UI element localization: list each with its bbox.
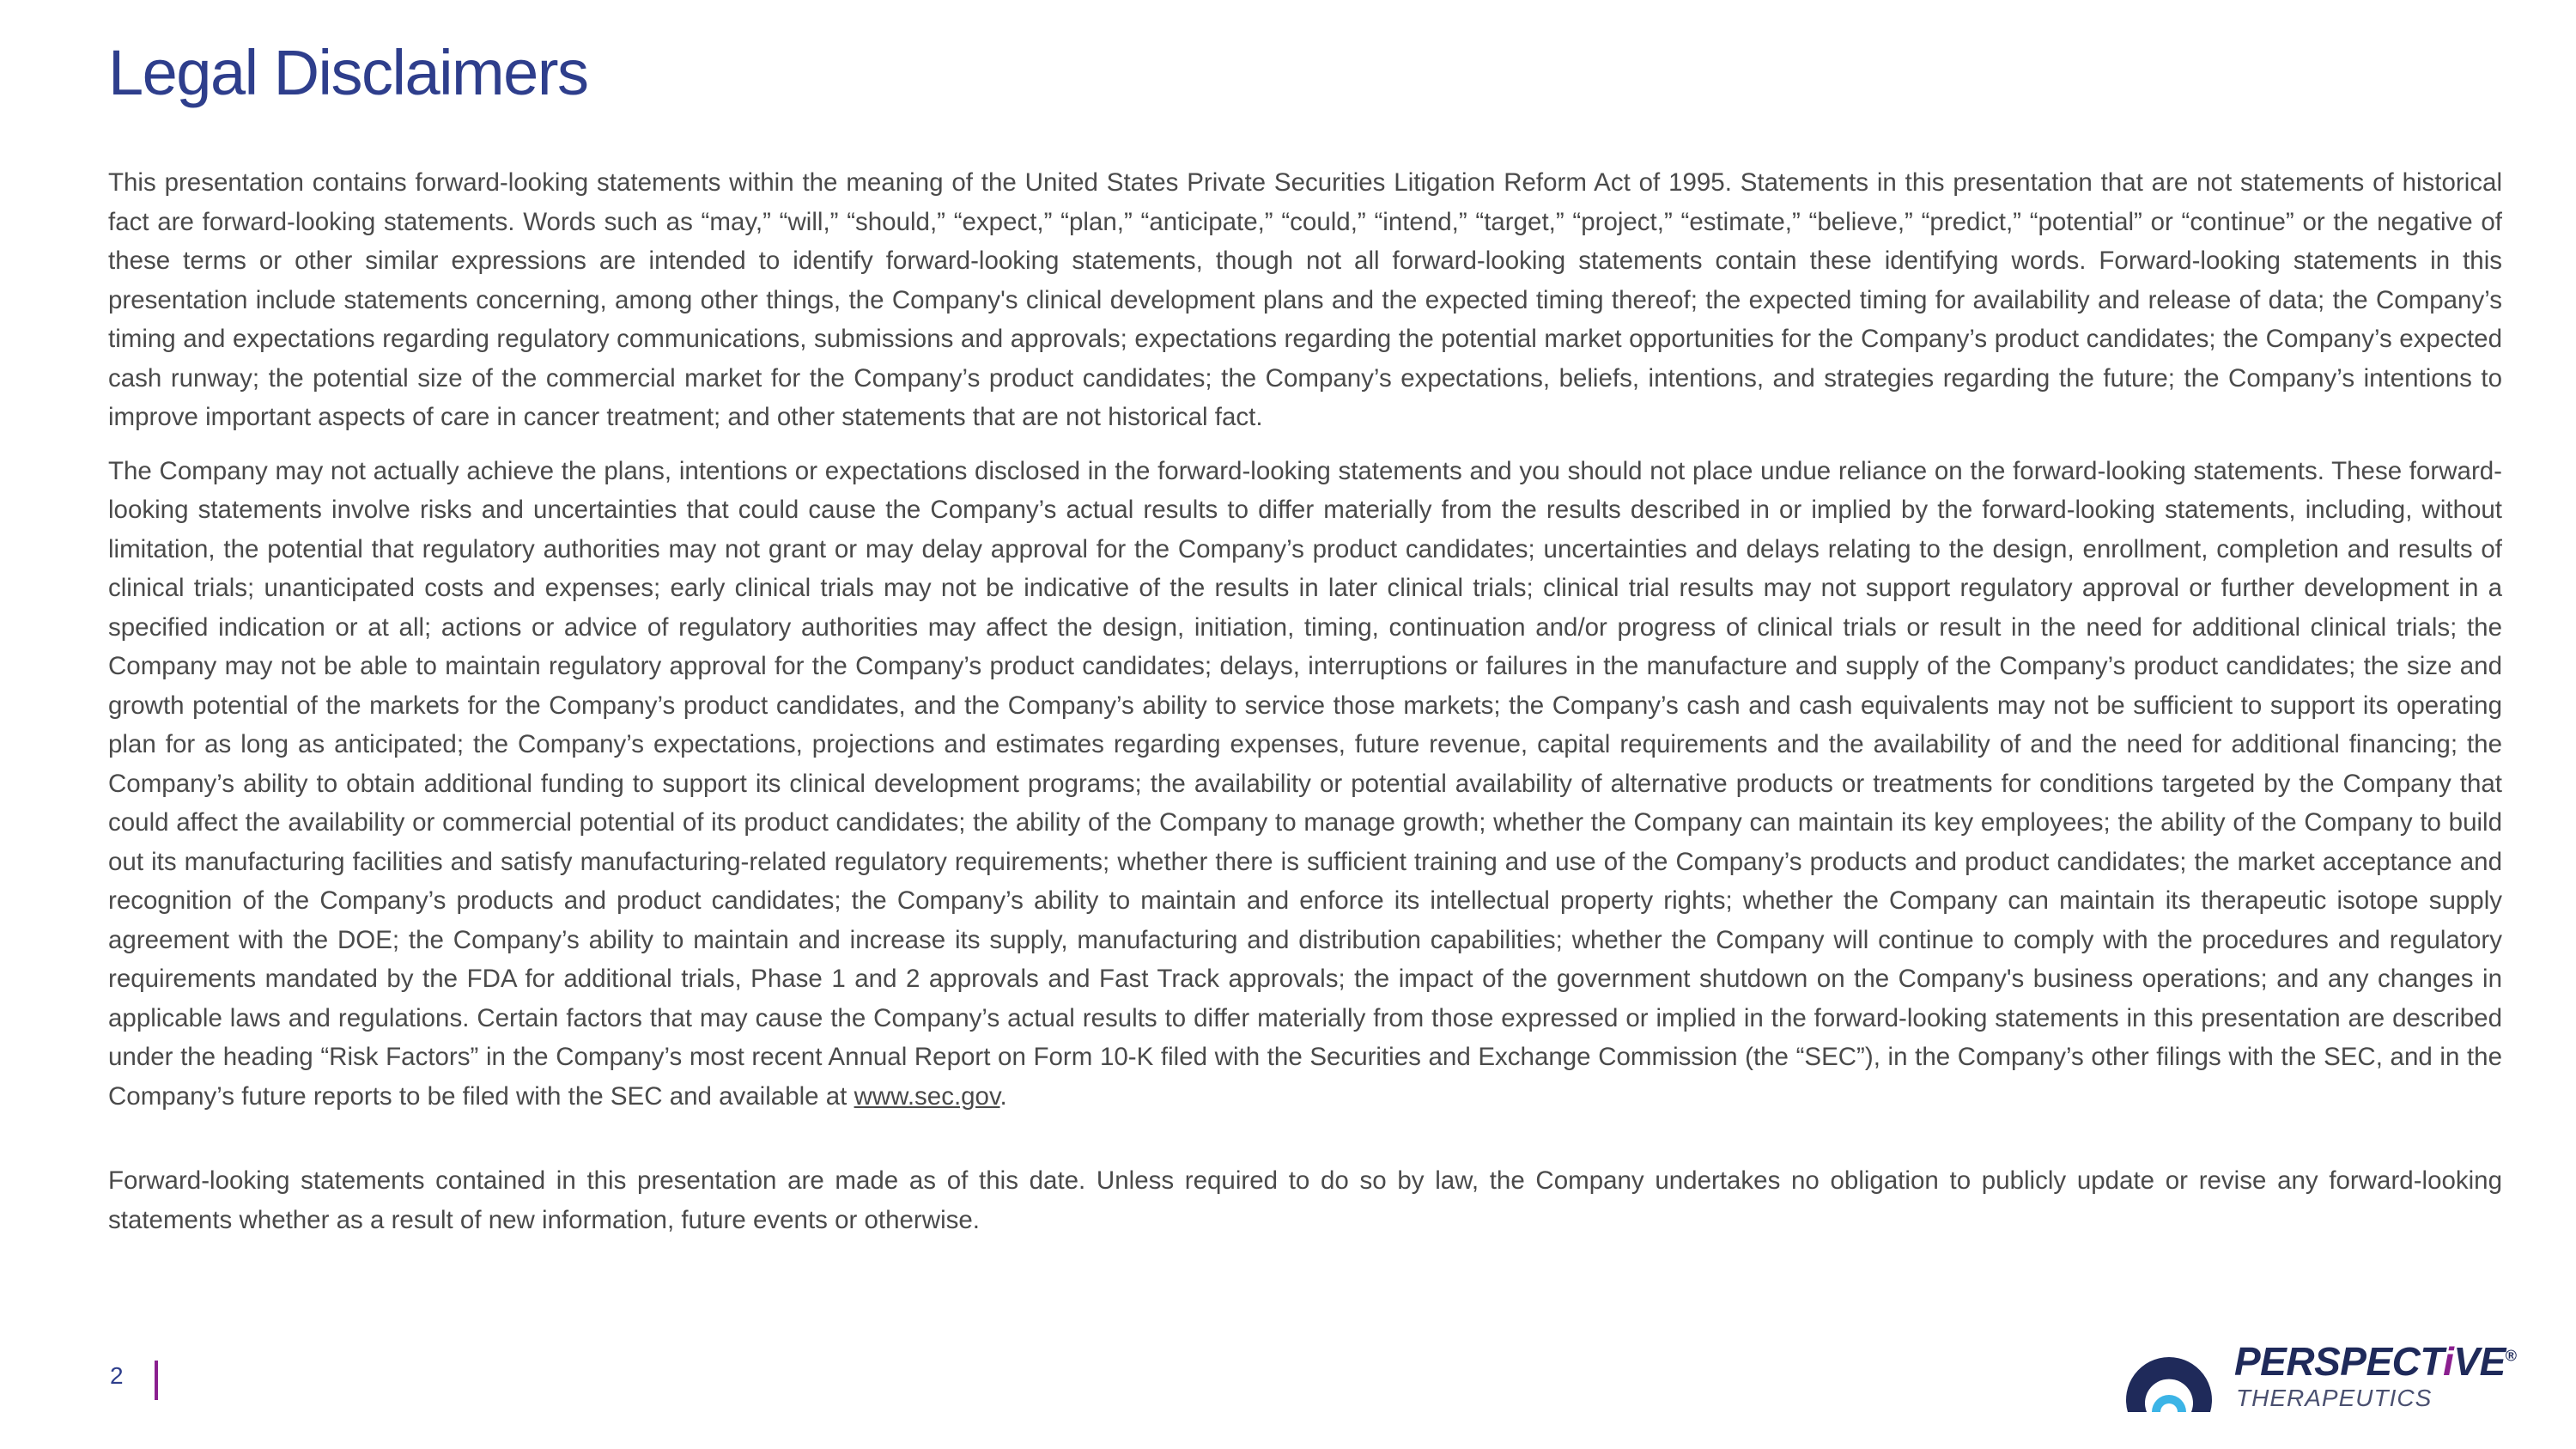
disclaimer-paragraph-3: Forward-looking statements contained in this presentation are made as of this date. Unless required to do so by law, the Company undertakes no obligation to publicly update or revise any forward-looking statements whether as a result of new information, future events or otherwise. xyxy=(108,1166,2502,1234)
logo-wordmark xyxy=(2234,1338,2517,1385)
logo-registered-mark: ® xyxy=(2505,1347,2517,1365)
disclaimer-paragraph-1: This presentation contains forward-looking statements within the meaning of the United States Private Securities Litigation Reform Act of 1995. Statements in this presentation that are not statements of historical fact are forward-looking statements. Words such as “may,” “will,” “should,” “expect,” “plan,” “anticipate,” “could,” “intend,” “target,” “project,” “estimate,” “believe,” “predict,” “potential” or “continue” or the negative of these terms or other similar expressions are intended to identify forward-looking statements, though not all forward-looking statements contain these identifying words. Forward-looking statements in this presentation include statements concerning, among other things, the Company's clinical development plans and the expected timing thereof; the expected timing for availability and release of data; the Company’s timing and expectations regarding regulatory communications, submissions and approvals; expectations regarding the potential market opportunities for the Company’s product candidates; the Company’s expected cash runway; the potential size of the commercial market for the Company’s product candidates; the Company’s expectations, beliefs, intentions, and strategies regarding the future; the Company’s intentions to improve important aspects of care in cancer treatment; and other statements that are not historical fact. xyxy=(108,168,2502,431)
sec-gov-link[interactable]: www.sec.gov xyxy=(854,1081,1000,1111)
logo-wordmark-accent: i xyxy=(2443,1339,2454,1384)
perspective-arc-logo-icon xyxy=(2121,1330,2217,1416)
logo-wordmark-main: PERSPECT xyxy=(2234,1339,2444,1384)
logo-wordmark-tail: VE xyxy=(2453,1339,2506,1384)
logo-subtitle: THERAPEUTICS xyxy=(2236,1385,2433,1411)
page-number-divider xyxy=(155,1361,158,1400)
page-title: Legal Disclaimers xyxy=(108,37,588,108)
disclaimer-paragraph-2-text: The Company may not actually achieve the plans, intentions or expectations disclosed in the forward-looking statements and you should not place undue reliance on the forward-looking statements. These forward-looking statements involve risks and uncertainties that could cause the Company’s actual results to differ materially from the results described in or implied by the forward-looking statements, including, without limitation, the potential that regulatory authorities may not grant or may delay approval for the Company’s product candidates; uncertainties and delays relating to the design, enrollment, completion and results of clinical trials; unanticipated costs and expenses; early clinical trials may not be indicative of the results in later clinical trials; clinical trial results may not support regulatory approval or further development in a specified indication or at all; actions or advice of regulatory authorities may affect the design, initiation, timing, continuation and/or progress of clinical trials or result in the need for additional clinical trials; the Company may not be able to maintain regulatory approval for the Company’s product candidates; delays, interruptions or failures in the manufacture and supply of the Company’s product candidates; the size and growth potential of the markets for the Company’s product candidates, and the Company’s ability to service those markets; the Company’s cash and cash equivalents may not be sufficient to support its operating plan for as long as anticipated; the Company’s expectations, projections and estimates regarding expenses, future revenue, capital requirements and the availability of and the need for additional financing; the Company’s ability to obtain additional funding to support its clinical development programs; the availability or potential availability of alternative products or treatments for conditions targeted by the Company that could affect the availability or commercial potential of its product candidates; the ability of the Company to manage growth; whether the Company can maintain its key employees; the ability of the Company to build out its manufacturing facilities and satisfy manufacturing-related regulatory requirements; whether there is sufficient training and use of the Company’s products and product candidates; the market acceptance and recognition of the Company’s products and product candidates; the Company’s ability to maintain and enforce its intellectual property rights; whether the Company can maintain its therapeutic isotope supply agreement with the DOE; the Company’s ability to maintain and increase its supply, manufacturing and distribution capabilities; whether the Company will continue to comply with the procedures and regulatory requirements mandated by the FDA for additional trials, Phase 1 and 2 approvals and Fast Track approvals; the impact of the government shutdown on the Company's business operations; and any changes in applicable laws and regulations. Certain factors that may cause the Company’s actual results to differ materially from those expressed or implied in the forward-looking statements in this presentation are described under the heading “Risk Factors” in the Company’s most recent Annual Report on Form 10-K filed with the Securities and Exchange Commission (the “SEC”), in the Company’s other filings with the SEC, and in the Company’s future reports to be filed with the SEC and available at xyxy=(108,456,2502,1111)
company-logo xyxy=(2121,1330,2533,1424)
disclaimer-body xyxy=(108,163,2502,1239)
page-number: 2 xyxy=(110,1362,124,1389)
disclaimer-paragraph-2 xyxy=(108,452,2502,1117)
disclaimer-paragraph-2-end: . xyxy=(999,1081,1007,1111)
